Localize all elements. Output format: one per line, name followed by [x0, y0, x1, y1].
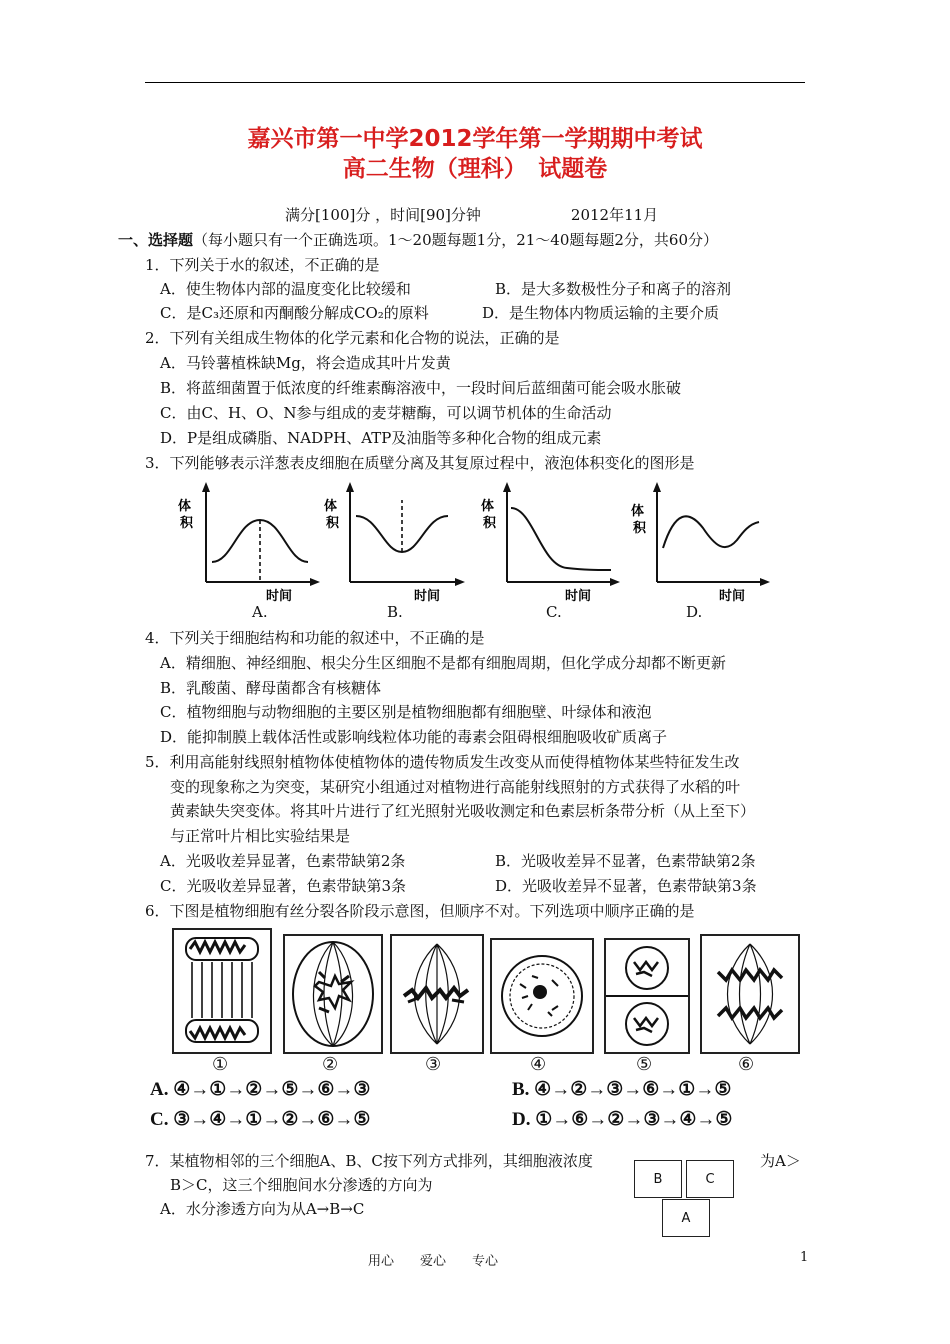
q5-line3: 黄素缺失突变体。将其叶片进行了红光照射光吸收测定和色素层析条带分析（从上至下）: [170, 802, 756, 820]
q6-panel-1: [172, 928, 272, 1054]
q6-panel-3-drawing: [392, 936, 482, 1052]
q7-cell-c: C: [686, 1160, 734, 1198]
q6-option-c: C. ③→④→①→②→⑥→⑤: [150, 1109, 371, 1130]
q3-b-y-label-top: 体: [324, 499, 338, 514]
q3-c-y-label-bottom: 积: [483, 516, 497, 531]
q6-panel-4-drawing: [492, 940, 592, 1052]
q6-option-a: A. ④→①→②→⑤→⑥→③: [150, 1079, 371, 1100]
q7-line1: 7．某植物相邻的三个细胞A、B、C按下列方式排列，其细胞液浓度: [145, 1152, 593, 1170]
q5-line1: 5．利用高能射线照射植物体使植物体的遗传物质发生改变从而使得植物体某些特征发生改: [145, 753, 740, 771]
exam-title: 嘉兴市第一中学2012学年第一学期期中考试: [247, 126, 703, 152]
exam-subtitle: 高二生物（理科） 试题卷: [342, 156, 608, 182]
section-heading: 一、选择题: [118, 231, 194, 249]
q6-panel-6-drawing: [702, 936, 798, 1052]
q3-graph-a: [178, 482, 320, 604]
q5-line4: 与正常叶片相比实验结果是: [170, 827, 351, 845]
q3-option-b: B.: [387, 603, 403, 621]
section-heading-row: [118, 229, 718, 250]
q6-stem: 6．下图是植物细胞有丝分裂各阶段示意图，但顺序不对。下列选项中顺序正确的是: [145, 902, 695, 920]
q6-panel-3: [390, 934, 484, 1054]
q6-panel-4: [490, 938, 594, 1054]
q2-option-a: A．马铃薯植株缺Mg，将会造成其叶片发黄: [160, 354, 451, 372]
q7-cell-b: B: [634, 1160, 682, 1198]
q3-graph-d: [631, 482, 770, 604]
q3-stem: 3．下列能够表示洋葱表皮细胞在质壁分离及其复原过程中，液泡体积变化的图形是: [145, 454, 695, 472]
q5-option-d: D．光吸收差异不显著，色素带缺第3条: [495, 877, 757, 895]
q2-option-c: C．由C、H、O、N参与组成的麦芽糖酶，可以调节机体的生命活动: [160, 404, 612, 422]
q5-line2: 变的现象称之为突变，某研究小组通过对植物进行高能射线照射的方式获得了水稻的叶: [170, 778, 741, 796]
q6-panel-6: [700, 934, 800, 1054]
q5-option-b: B．光吸收差异不显著，色素带缺第2条: [495, 852, 756, 870]
q3-d-x-label: 时间: [719, 589, 746, 604]
q6-panel-2: [283, 934, 383, 1054]
q3-graph-b: [324, 482, 465, 604]
q1-option-b: B．是大多数极性分子和离子的溶剂: [495, 280, 732, 298]
q1-stem: 1．下列关于水的叙述，不正确的是: [145, 256, 380, 274]
q6-panel-label-5: ⑤: [636, 1054, 653, 1074]
q3-a-y-label-top: 体: [178, 499, 192, 514]
q6-panel-label-3: ③: [425, 1054, 442, 1074]
q7-line2: B＞C，这三个细胞间水分渗透的方向为: [170, 1176, 433, 1194]
q6-panel-label-2: ②: [322, 1054, 339, 1074]
header-rule: [145, 82, 805, 83]
q6-panel-5: [604, 938, 690, 1054]
q6-panel-label-1: ①: [212, 1054, 229, 1074]
section-note: （每小题只有一个正确选项。1～20题每题1分，21～40题每题2分，共60分）: [193, 231, 718, 249]
q3-d-y-label-top: 体: [631, 504, 645, 519]
q6-option-d: D. ①→⑥→②→③→④→⑤: [512, 1109, 733, 1130]
q5-option-a: A．光吸收差异显著，色素带缺第2条: [160, 852, 406, 870]
q3-a-y-label-bottom: 积: [180, 516, 194, 531]
q3-option-a: A.: [252, 603, 268, 621]
q2-stem: 2．下列有关组成生物体的化学元素和化合物的说法，正确的是: [145, 329, 560, 347]
q2-option-d: D．P是组成磷脂、NADPH、ATP及油脂等多种化合物的组成元素: [160, 429, 602, 447]
q3-c-y-label-top: 体: [481, 499, 495, 514]
footer-motto: 用心 爱心 专心: [368, 1254, 499, 1269]
exam-meta: 满分[100]分 ，时间[90]分钟 2012年11月: [285, 206, 659, 224]
q4-option-c: C．植物细胞与动物细胞的主要区别是植物细胞都有细胞壁、叶绿体和液泡: [160, 703, 652, 721]
q4-option-a: A．精细胞、神经细胞、根尖分生区细胞不是都有细胞周期，但化学成分却都不断更新: [160, 654, 726, 672]
q2-option-b: B．将蓝细菌置于低浓度的纤维素酶溶液中，一段时间后蓝细菌可能会吸水胀破: [160, 379, 682, 397]
q1-option-d: D．是生物体内物质运输的主要介质: [482, 304, 720, 322]
q3-a-x-label: 时间: [266, 589, 293, 604]
q6-option-b: B. ④→②→③→⑥→①→⑤: [512, 1079, 732, 1100]
q6-panel-5-drawing: [606, 940, 688, 1052]
q3-d-y-label-bottom: 积: [633, 521, 647, 536]
q3-c-x-label: 时间: [565, 589, 592, 604]
q4-option-d: D．能抑制膜上载体活性或影响线粒体功能的毒素会阻碍根细胞吸收矿质离子: [160, 728, 668, 746]
q6-panel-1-drawing: [174, 930, 270, 1052]
q5-option-c: C．光吸收差异显著，色素带缺第3条: [160, 877, 407, 895]
q3-b-x-label: 时间: [414, 589, 441, 604]
q6-panel-2-drawing: [285, 936, 381, 1052]
q1-option-a: A．使生物体内部的温度变化比较缓和: [160, 280, 411, 298]
q3-option-c: C.: [546, 603, 562, 621]
q1-option-c: C．是C₃还原和丙酮酸分解成CO₂的原料: [160, 304, 429, 322]
q3-b-y-label-bottom: 积: [326, 516, 340, 531]
page-number: 1: [800, 1250, 809, 1265]
q7-line1-end: 为A＞: [760, 1152, 801, 1170]
q7-option-a: A．水分渗透方向为从A→B→C: [160, 1200, 365, 1218]
q4-option-b: B．乳酸菌、酵母菌都含有核糖体: [160, 679, 382, 697]
q3-option-d: D.: [686, 603, 703, 621]
q4-stem: 4．下列关于细胞结构和功能的叙述中，不正确的是: [145, 629, 485, 647]
q7-cell-a: A: [662, 1199, 710, 1237]
q3-graph-c: [481, 482, 620, 604]
q6-panel-label-6: ⑥: [738, 1054, 755, 1074]
q6-panel-label-4: ④: [530, 1054, 547, 1074]
